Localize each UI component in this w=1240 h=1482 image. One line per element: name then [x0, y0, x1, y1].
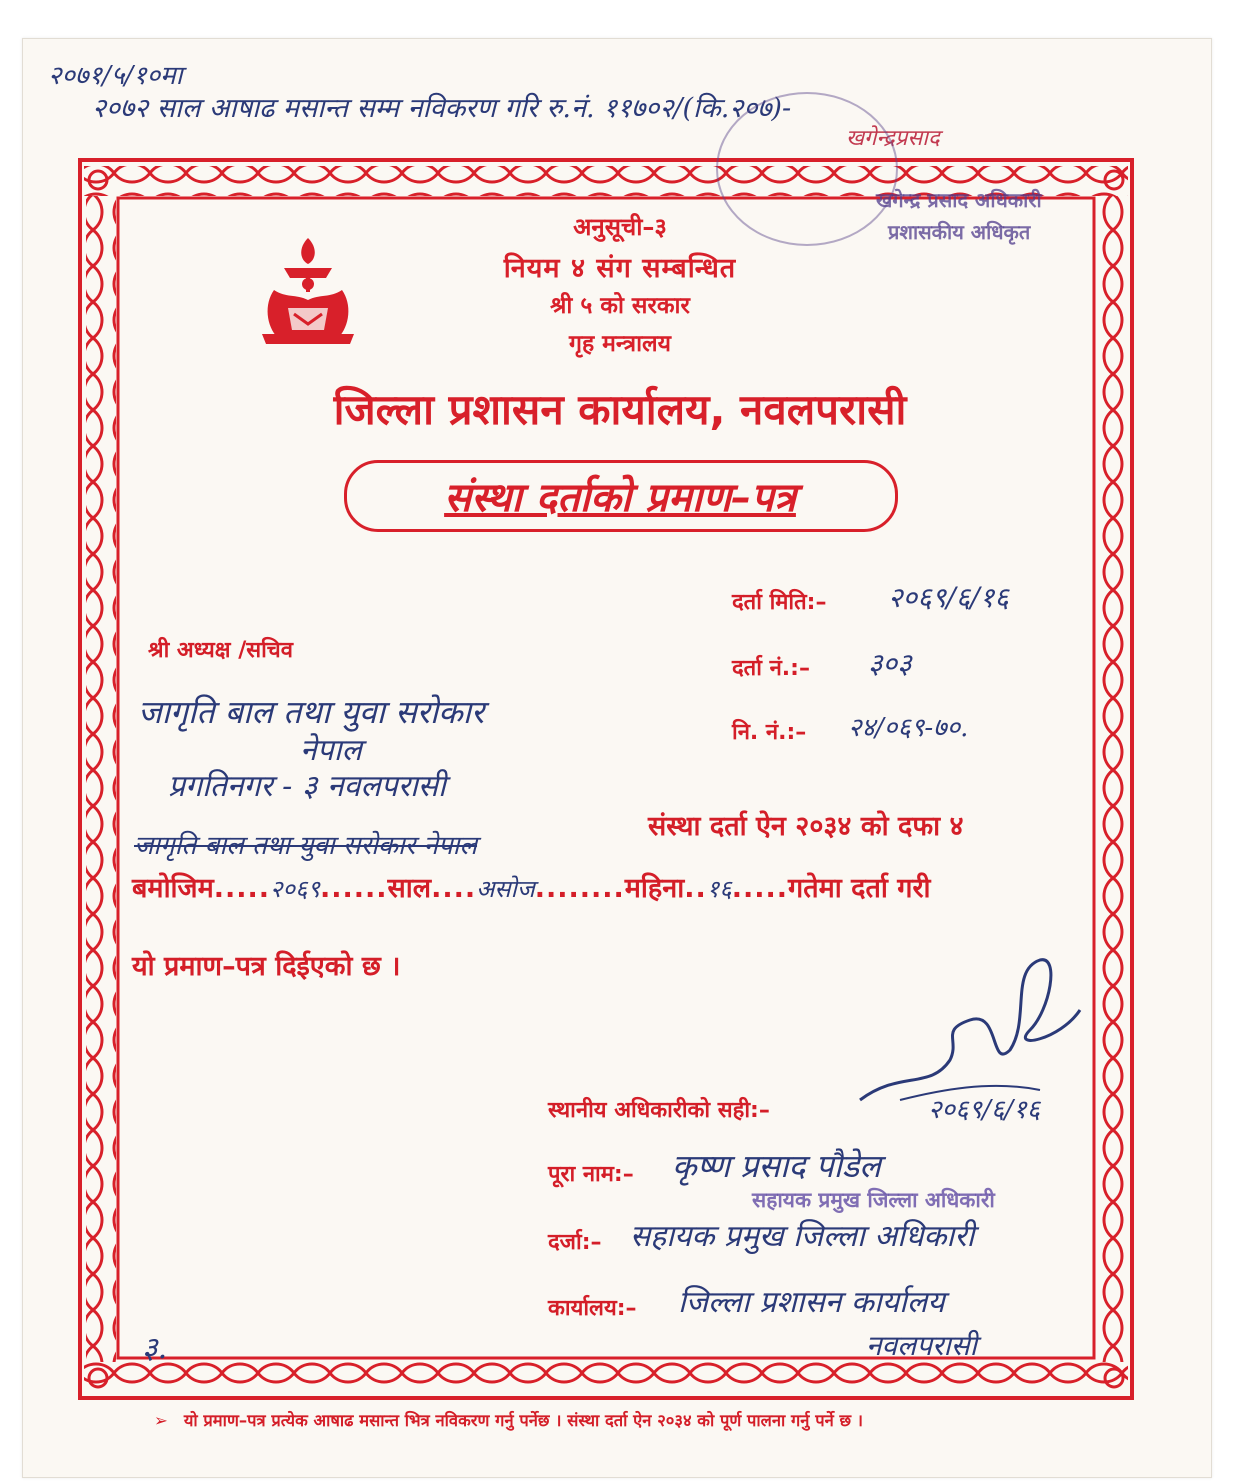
- rule-reference: नियम ४ संग सम्बन्धित: [503, 253, 737, 284]
- rank-label: दर्जा:–: [548, 1230, 602, 1255]
- office-seal-stamp: [716, 92, 898, 246]
- year-label: साल: [387, 873, 432, 904]
- rank-stamp: सहायक प्रमुख जिल्ला अधिकारी: [752, 1188, 995, 1212]
- month-label: महिना: [624, 873, 685, 904]
- officer-stamp-title: प्रशासकीय अधिकृत: [888, 220, 1031, 244]
- registration-date-value: २०६९/६/१६: [888, 581, 1009, 614]
- day-label: गतेमा दर्ता गरी: [788, 873, 931, 904]
- office-value-district: नवलपरासी: [866, 1329, 977, 1362]
- annotation-renewal-line2: २०७२ साल आषाढ मसान्त सम्म नविकरण गरि रु.नं. ११७०२/(कि.२०७)-: [92, 93, 792, 124]
- annotation-renewal-note: खगेन्द्रप्रसाद: [846, 126, 940, 151]
- footer-note: [154, 1408, 1154, 1431]
- office-label: कार्यालय:–: [548, 1296, 637, 1321]
- registration-date-sentence: बमोजिम.....२०६९......साल....असोज........महिना..१६.....गतेमा दर्ता गरी: [132, 873, 931, 904]
- act-reference: संस्था दर्ता ऐन २०३४ को दफा ४: [648, 811, 964, 842]
- footer-note-text: यो प्रमाण–पत्र प्रत्येक आषाढ मसान्त भित्र नविकरण गर्नु पर्नेछ । संस्था दर्ता ऐन २०३४ को पूर्ण पालना गर्नु पर्ने छ ।: [183, 1411, 864, 1430]
- signature-date: २०६९/६/१६: [928, 1095, 1041, 1125]
- registration-date-label: दर्ता मिति:–: [732, 590, 827, 615]
- registered-org-name: जागृति बाल तथा युवा सरोकार नेपाल: [134, 831, 478, 861]
- certificate-title: संस्था दर्ताको प्रमाण–पत्र: [444, 475, 796, 521]
- year-value: २०६९: [270, 875, 320, 903]
- file-number-value: २४/०६९-७०.: [848, 713, 969, 743]
- officer-stamp-name: खगेन्द्र प्रसाद अधिकारी: [876, 188, 1042, 212]
- recipient-title: श्री अध्यक्ष /सचिव: [148, 638, 294, 663]
- office-title: जिल्ला प्रशासन कार्यालय, नवलपरासी: [333, 385, 907, 434]
- arrow-icon: ➢: [154, 1411, 168, 1430]
- registration-number-label: दर्ता नं.:–: [732, 656, 810, 681]
- schedule-number: अनुसूची–३: [573, 213, 667, 241]
- full-name-label: पूरा नाम:–: [548, 1162, 634, 1187]
- full-name-value: कृष्ण प्रसाद पौडेल: [672, 1147, 881, 1185]
- registration-number-value: ३०३: [868, 647, 912, 680]
- recipient-address: प्रगतिनगर - ३ नवलपरासी: [168, 769, 446, 804]
- office-value: जिल्ला प्रशासन कार्यालय: [678, 1285, 945, 1320]
- rank-value: सहायक प्रमुख जिल्ला अधिकारी: [630, 1219, 975, 1254]
- signature-label: स्थानीय अधिकारीको सही:–: [548, 1098, 770, 1123]
- annotation-renewal-line1: २०७१/५/१०मा: [48, 61, 183, 91]
- recipient-org-line2: नेपाल: [300, 733, 362, 768]
- recipient-org-line1: जागृति बाल तथा युवा सरोकार: [138, 693, 485, 731]
- closing-sentence: यो प्रमाण–पत्र दिईएको छ ।: [132, 951, 401, 982]
- according-label: बमोजिम: [132, 873, 214, 904]
- ministry-name: गृह मन्त्रालय: [569, 331, 671, 357]
- month-value: असोज: [476, 875, 535, 903]
- day-value: १६: [706, 875, 732, 903]
- initial-mark: ३.: [142, 1331, 168, 1366]
- government-name: श्री ५ को सरकार: [550, 293, 690, 319]
- file-number-label: नि. नं.:–: [732, 720, 807, 745]
